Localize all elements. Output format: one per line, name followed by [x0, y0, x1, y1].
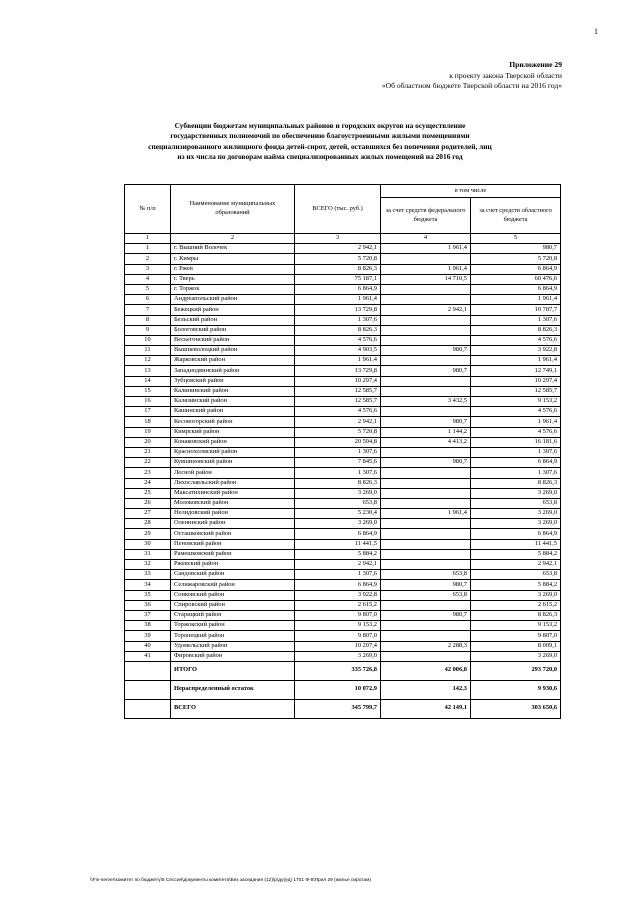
row-number: 29 [125, 529, 171, 539]
row-municipality: Лихославльский район [171, 478, 295, 488]
row-municipality: Бельский район [171, 315, 295, 325]
row-municipality: Рамешковский район [171, 549, 295, 559]
row-federal: 1 961,4 [381, 244, 471, 254]
row-total: 5 720,8 [295, 427, 381, 437]
row-total: 5 884,2 [295, 549, 381, 559]
table-row [125, 631, 561, 641]
row-federal [381, 631, 471, 641]
row-municipality: Бежецкий район [171, 305, 295, 315]
table-row [125, 335, 561, 345]
row-total: 9 807,0 [295, 610, 381, 620]
row-regional: 2 615,2 [471, 600, 561, 610]
row-federal: 1 961,4 [381, 264, 471, 274]
row-regional: 2 942,1 [471, 560, 561, 570]
row-municipality: Бологовский район [171, 325, 295, 335]
row-federal: 2 942,1 [381, 305, 471, 315]
row-regional: 1 961,4 [471, 295, 561, 305]
table-row [125, 570, 561, 580]
table-row [125, 386, 561, 396]
row-federal [381, 651, 471, 661]
row-regional: 12 749,1 [471, 366, 561, 376]
table-row [125, 478, 561, 488]
table-row [125, 315, 561, 325]
col-number-2: 2 [171, 234, 295, 244]
row-municipality: Максатихинский район [171, 488, 295, 498]
row-federal: 980,7 [381, 458, 471, 468]
row-federal: 980,7 [381, 610, 471, 620]
row-total: 7 845,6 [295, 458, 381, 468]
table-row [125, 580, 561, 590]
row-municipality: Кесовогорский район [171, 417, 295, 427]
row-federal [381, 600, 471, 610]
row-municipality: Калининский район [171, 386, 295, 396]
summary-number-cell [125, 699, 171, 718]
summary-total: 335 726,8 [295, 661, 381, 680]
row-federal [381, 529, 471, 539]
row-total: 10 297,4 [295, 641, 381, 651]
table-row [125, 641, 561, 651]
row-number: 2 [125, 254, 171, 264]
row-regional: 9 807,0 [471, 631, 561, 641]
row-total: 5 230,4 [295, 509, 381, 519]
document-title [100, 121, 540, 163]
table-row [125, 447, 561, 457]
row-number: 5 [125, 284, 171, 294]
row-number: 24 [125, 478, 171, 488]
header-row-1 [125, 185, 561, 198]
summary-federal: 42 006,8 [381, 661, 471, 680]
summary-number-cell [125, 661, 171, 680]
row-municipality: Вышневолоцкий район [171, 346, 295, 356]
row-number: 31 [125, 549, 171, 559]
row-number: 34 [125, 580, 171, 590]
table-row [125, 254, 561, 264]
row-regional: 9 153,2 [471, 621, 561, 631]
col-number-1: 1 [125, 234, 171, 244]
row-total: 13 729,8 [295, 305, 381, 315]
table-row [125, 560, 561, 570]
table-row [125, 295, 561, 305]
row-number: 4 [125, 274, 171, 284]
row-federal [381, 284, 471, 294]
row-federal: 653,8 [381, 590, 471, 600]
row-number: 7 [125, 305, 171, 315]
table-row [125, 325, 561, 335]
row-number: 3 [125, 264, 171, 274]
row-municipality: Кувшиновский район [171, 458, 295, 468]
row-municipality: г. Вышний Волочек [171, 244, 295, 254]
row-municipality: Весьегонский район [171, 335, 295, 345]
row-number: 18 [125, 417, 171, 427]
row-total: 12 585,7 [295, 386, 381, 396]
row-federal [381, 335, 471, 345]
row-municipality: г. Кимры [171, 254, 295, 264]
row-regional: 980,7 [471, 244, 561, 254]
row-federal: 2 288,3 [381, 641, 471, 651]
row-federal: 4 413,2 [381, 437, 471, 447]
table-row [125, 346, 561, 356]
row-municipality: Краснохолмский район [171, 447, 295, 457]
row-regional: 1 961,4 [471, 356, 561, 366]
row-federal [381, 478, 471, 488]
row-regional: 8 826,3 [471, 478, 561, 488]
summary-total: 10 072,9 [295, 680, 381, 699]
table-row [125, 458, 561, 468]
row-total: 9 807,0 [295, 631, 381, 641]
row-federal: 980,7 [381, 417, 471, 427]
row-total: 1 307,6 [295, 447, 381, 457]
row-municipality: Калязинский район [171, 397, 295, 407]
title-line-3: специализированного жилищного фонда детей-сирот, детей, оставшихся без попечения родителей, лиц [148, 141, 492, 151]
summary-row [125, 661, 561, 680]
table-row [125, 427, 561, 437]
table-row [125, 397, 561, 407]
row-municipality: Осташковский район [171, 529, 295, 539]
row-regional: 3 922,8 [471, 346, 561, 356]
row-municipality: Торопецкий район [171, 631, 295, 641]
row-total: 8 826,3 [295, 478, 381, 488]
row-federal [381, 376, 471, 386]
row-total: 11 441,5 [295, 539, 381, 549]
header-regional: за счет средств областного бюджета [471, 198, 561, 234]
row-municipality: Жарковский район [171, 356, 295, 366]
row-total: 6 864,9 [295, 580, 381, 590]
row-number: 27 [125, 509, 171, 519]
title-line-4: из их числа по договорам найма специализированных жилых помещений на 2016 год [177, 152, 463, 162]
summary-label: Нераспределенный остаток [171, 680, 295, 699]
row-municipality: Старицкий район [171, 610, 295, 620]
row-number: 11 [125, 346, 171, 356]
row-federal [381, 315, 471, 325]
row-federal [381, 498, 471, 508]
table-row [125, 356, 561, 366]
row-number: 25 [125, 488, 171, 498]
table-row [125, 407, 561, 417]
table-row [125, 417, 561, 427]
row-total: 9 153,2 [295, 621, 381, 631]
row-regional: 3 269,0 [471, 590, 561, 600]
row-federal: 3 432,5 [381, 397, 471, 407]
row-municipality: Западнодвинский район [171, 366, 295, 376]
row-municipality: Лесной район [171, 468, 295, 478]
row-regional: 653,8 [471, 498, 561, 508]
row-regional: 1 961,4 [471, 417, 561, 427]
row-federal [381, 468, 471, 478]
row-regional: 5 884,2 [471, 549, 561, 559]
row-number: 16 [125, 397, 171, 407]
summary-federal: 142,3 [381, 680, 471, 699]
table-row [125, 519, 561, 529]
row-regional: 10 297,4 [471, 376, 561, 386]
subsidies-table [124, 184, 561, 719]
row-municipality: Зубцовский район [171, 376, 295, 386]
appendix-line-3: «Об областном бюджете Тверской области на 2016 год» [381, 81, 562, 90]
row-municipality: Ржевский район [171, 560, 295, 570]
title-line-1: Субвенции бюджетам муниципальных районов и городских округов на осуществление [174, 121, 466, 130]
row-federal [381, 549, 471, 559]
row-total: 13 729,8 [295, 366, 381, 376]
row-total: 6 864,9 [295, 529, 381, 539]
row-number: 12 [125, 356, 171, 366]
row-total: 4 903,5 [295, 346, 381, 356]
summary-federal: 42 149,1 [381, 699, 471, 718]
col-number-5: 5 [471, 234, 561, 244]
summary-regional: 9 930,6 [471, 680, 561, 699]
row-total: 2 942,1 [295, 244, 381, 254]
row-municipality: Нелидовский район [171, 509, 295, 519]
header-total: ВСЕГО (тыс. руб.) [295, 185, 381, 234]
row-regional: 6 864,9 [471, 264, 561, 274]
table-row [125, 651, 561, 661]
row-municipality: Конаковский район [171, 437, 295, 447]
summary-label: ИТОГО [171, 661, 295, 680]
table-row [125, 610, 561, 620]
row-municipality: г. Тверь [171, 274, 295, 284]
row-regional: 5 884,2 [471, 580, 561, 590]
row-regional: 10 787,7 [471, 305, 561, 315]
row-federal [381, 488, 471, 498]
row-total: 3 269,0 [295, 488, 381, 498]
row-federal: 980,7 [381, 366, 471, 376]
row-municipality: Молоковский район [171, 498, 295, 508]
row-total: 4 576,6 [295, 407, 381, 417]
row-federal [381, 621, 471, 631]
table-row [125, 366, 561, 376]
row-regional: 8 826,3 [471, 325, 561, 335]
row-municipality: Селижаровский район [171, 580, 295, 590]
row-regional: 3 269,0 [471, 519, 561, 529]
row-number: 22 [125, 458, 171, 468]
row-federal [381, 325, 471, 335]
row-federal [381, 560, 471, 570]
row-regional: 12 585,7 [471, 386, 561, 396]
row-total: 1 961,4 [295, 356, 381, 366]
row-regional: 6 864,9 [471, 284, 561, 294]
row-total: 8 826,3 [295, 264, 381, 274]
row-number: 1 [125, 244, 171, 254]
row-total: 6 864,9 [295, 284, 381, 294]
table-row [125, 376, 561, 386]
row-number: 20 [125, 437, 171, 447]
row-number: 6 [125, 295, 171, 305]
table-row [125, 498, 561, 508]
row-number: 14 [125, 376, 171, 386]
row-regional: 6 864,9 [471, 458, 561, 468]
table-row [125, 437, 561, 447]
row-federal: 980,7 [381, 580, 471, 590]
row-regional: 4 576,6 [471, 335, 561, 345]
summary-label: ВСЕГО [171, 699, 295, 718]
row-municipality: Торжокский район [171, 621, 295, 631]
row-total: 1 307,6 [295, 315, 381, 325]
row-number: 10 [125, 335, 171, 345]
row-regional: 6 864,9 [471, 529, 561, 539]
row-regional: 9 153,2 [471, 397, 561, 407]
row-federal [381, 386, 471, 396]
row-total: 653,8 [295, 498, 381, 508]
row-regional: 1 307,6 [471, 447, 561, 457]
summary-row [125, 699, 561, 718]
row-regional: 11 441,5 [471, 539, 561, 549]
row-federal [381, 539, 471, 549]
col-number-3: 3 [295, 234, 381, 244]
header-federal: за счет средств федерального бюджета [381, 198, 471, 234]
summary-regional: 293 720,0 [471, 661, 561, 680]
row-number: 38 [125, 621, 171, 631]
row-total: 10 297,4 [295, 376, 381, 386]
row-federal: 653,8 [381, 570, 471, 580]
row-municipality: Спировский район [171, 600, 295, 610]
row-total: 2 942,1 [295, 417, 381, 427]
row-total: 1 307,6 [295, 468, 381, 478]
row-federal [381, 356, 471, 366]
column-number-row [125, 234, 561, 244]
row-total: 3 269,0 [295, 651, 381, 661]
header-num: № п/п [125, 185, 171, 234]
title-line-2: государственных полномочий по обеспечению благоустроенными жилыми помещениями [170, 131, 470, 141]
row-number: 15 [125, 386, 171, 396]
row-total: 20 594,8 [295, 437, 381, 447]
table-row [125, 600, 561, 610]
table-row [125, 488, 561, 498]
row-number: 8 [125, 315, 171, 325]
row-municipality: Андреапольский район [171, 295, 295, 305]
row-federal [381, 519, 471, 529]
appendix-title: Приложение 29 [509, 60, 562, 69]
summary-row [125, 680, 561, 699]
table-row [125, 284, 561, 294]
row-federal [381, 407, 471, 417]
row-municipality: Кимрский район [171, 427, 295, 437]
row-number: 40 [125, 641, 171, 651]
row-number: 37 [125, 610, 171, 620]
row-federal [381, 447, 471, 457]
row-number: 41 [125, 651, 171, 661]
row-federal: 980,7 [381, 346, 471, 356]
row-regional: 60 476,6 [471, 274, 561, 284]
row-federal: 14 710,5 [381, 274, 471, 284]
file-path-footer: \\Fin-server\комитет по бюджету\5 Сессия\документы комитета\Без заседания (12)\р\ду(ед) 1701 Ф-5\Прил 29 (жилье сиротам) [90, 878, 371, 883]
row-number: 28 [125, 519, 171, 529]
row-number: 33 [125, 570, 171, 580]
table-row [125, 539, 561, 549]
row-municipality: г. Торжок [171, 284, 295, 294]
col-number-4: 4 [381, 234, 471, 244]
row-regional: 5 720,8 [471, 254, 561, 264]
table-row [125, 244, 561, 254]
row-regional: 3 269,0 [471, 488, 561, 498]
row-federal: 1 961,4 [381, 509, 471, 519]
row-regional: 4 576,6 [471, 427, 561, 437]
table-row [125, 621, 561, 631]
row-regional: 653,8 [471, 570, 561, 580]
row-municipality: Сонковский район [171, 590, 295, 600]
page-number: 1 [594, 27, 598, 36]
row-municipality: Фировский район [171, 651, 295, 661]
row-number: 35 [125, 590, 171, 600]
table-row [125, 529, 561, 539]
row-regional: 1 307,6 [471, 315, 561, 325]
row-regional: 1 307,6 [471, 468, 561, 478]
row-total: 5 720,8 [295, 254, 381, 264]
row-regional: 8 009,1 [471, 641, 561, 651]
row-number: 39 [125, 631, 171, 641]
row-regional: 16 181,6 [471, 437, 561, 447]
row-regional: 4 576,6 [471, 407, 561, 417]
row-total: 12 585,7 [295, 397, 381, 407]
row-number: 19 [125, 427, 171, 437]
row-total: 1 961,4 [295, 295, 381, 305]
row-municipality: г. Ржев [171, 264, 295, 274]
row-municipality: Кашинский район [171, 407, 295, 417]
row-federal [381, 295, 471, 305]
row-total: 1 307,6 [295, 570, 381, 580]
table-row [125, 305, 561, 315]
summary-number-cell [125, 680, 171, 699]
row-municipality: Удомельский район [171, 641, 295, 651]
row-total: 2 942,1 [295, 560, 381, 570]
table-row [125, 264, 561, 274]
row-municipality: Сандовский район [171, 570, 295, 580]
row-total: 2 615,2 [295, 600, 381, 610]
row-regional: 8 826,3 [471, 610, 561, 620]
summary-total: 345 799,7 [295, 699, 381, 718]
row-federal [381, 254, 471, 264]
row-number: 32 [125, 560, 171, 570]
row-total: 8 826,3 [295, 325, 381, 335]
row-total: 75 187,1 [295, 274, 381, 284]
row-number: 36 [125, 600, 171, 610]
row-number: 30 [125, 539, 171, 549]
table-row [125, 509, 561, 519]
row-regional: 3 269,0 [471, 651, 561, 661]
summary-regional: 303 650,6 [471, 699, 561, 718]
row-federal: 1 144,2 [381, 427, 471, 437]
table-row [125, 274, 561, 284]
header-incl: в том числе [381, 185, 561, 198]
row-number: 21 [125, 447, 171, 457]
header-name: Наименование муниципальных образований [171, 185, 295, 234]
row-municipality: Пеновский район [171, 539, 295, 549]
table-row [125, 468, 561, 478]
row-municipality: Оленинский район [171, 519, 295, 529]
table-row [125, 590, 561, 600]
row-number: 13 [125, 366, 171, 376]
row-regional: 3 269,0 [471, 509, 561, 519]
appendix-block [262, 60, 562, 92]
row-number: 9 [125, 325, 171, 335]
row-number: 26 [125, 498, 171, 508]
table-row [125, 549, 561, 559]
row-number: 23 [125, 468, 171, 478]
row-total: 3 922,8 [295, 590, 381, 600]
appendix-line-2: к проекту закона Тверской области [449, 70, 562, 80]
row-total: 3 269,0 [295, 519, 381, 529]
row-number: 17 [125, 407, 171, 417]
row-total: 4 576,6 [295, 335, 381, 345]
